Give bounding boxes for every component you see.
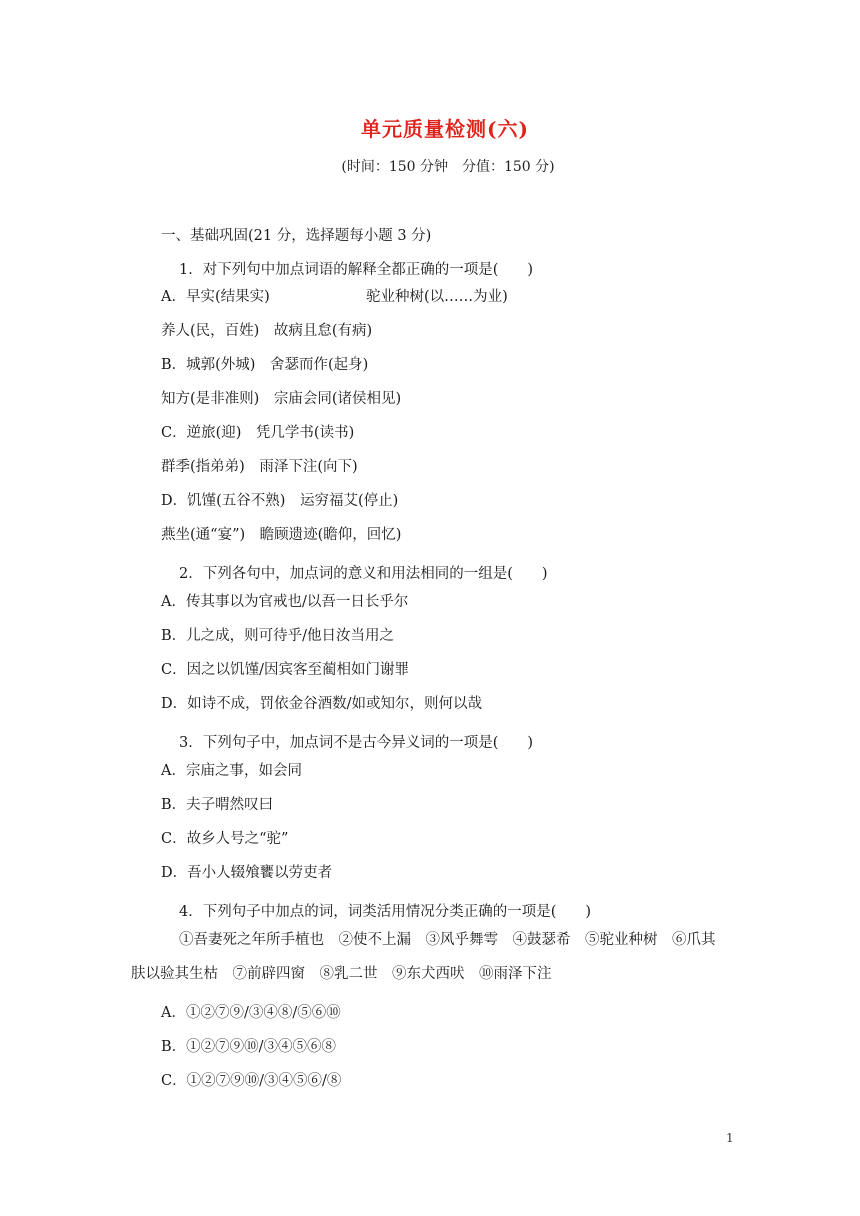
q1-option-a-part1: A．早实(结果实)	[161, 289, 270, 305]
question-1-stem: 1．对下列句中加点词语的解释全都正确的一项是( )	[179, 262, 534, 278]
exam-info: (时间：150 分钟 分值：150 分)	[341, 159, 555, 175]
q4-items-line2: 肤以验其生枯 ⑦前辟四窗 ⑧乳二世 ⑨东犬西吠 ⑩雨泽下注	[131, 966, 552, 982]
q1-option-c-line1: C．逆旅(迎) 凭几学书(读书)	[161, 425, 355, 441]
q4-option-c: C．①②⑦⑨⑩/③④⑤⑥/⑧	[161, 1073, 342, 1089]
q3-option-a: A．宗庙之事，如会同	[161, 763, 302, 779]
page-number: 1	[726, 1131, 734, 1145]
question-3-stem: 3．下列句子中，加点词不是古今异义词的一项是( )	[179, 735, 534, 751]
q3-option-c: C．故乡人号之“驼”	[161, 831, 289, 847]
q4-option-b: B．①②⑦⑨⑩/③④⑤⑥⑧	[161, 1039, 337, 1055]
q1-option-d-line1: D．饥馑(五谷不熟) 运穷福艾(停止)	[161, 493, 399, 509]
section-heading: 一、基础巩固(21 分，选择题每小题 3 分)	[161, 228, 432, 244]
q2-option-d: D．如诗不成，罚依金谷酒数/如或知尔，则何以哉	[161, 696, 483, 712]
q3-option-d: D．吾小人辍飧饔以劳吏者	[161, 865, 333, 881]
q1-option-a-part2: 驼业种树(以……为业)	[366, 289, 508, 305]
q2-option-b: B．儿之成，则可待乎/他日汝当用之	[161, 628, 395, 644]
q1-option-c-line2: 群季(指弟弟) 雨泽下注(向下)	[161, 459, 358, 475]
question-2-stem: 2．下列各句中，加点词的意义和用法相同的一组是( )	[179, 566, 548, 582]
q1-option-d-line2: 燕坐(通“宴”) 瞻顾遗迹(瞻仰，回忆)	[161, 527, 402, 543]
q2-option-a: A．传其事以为官戒也/以吾一日长乎尔	[161, 594, 409, 610]
q3-option-b: B．夫子喟然叹曰	[161, 797, 274, 813]
q1-option-b-line1: B．城郭(外城) 舍瑟而作(起身)	[161, 357, 369, 373]
q2-option-c: C．因之以饥馑/因宾客至蔺相如门谢罪	[161, 662, 409, 678]
document-title: 单元质量检测(六)	[361, 117, 529, 141]
question-4-stem: 4．下列句子中加点的词，词类活用情况分类正确的一项是( )	[179, 904, 592, 920]
q4-items-line1: ①吾妻死之年所手植也 ②使不上漏 ③风乎舞雩 ④鼓瑟希 ⑤驼业种树 ⑥爪其	[179, 932, 716, 948]
q1-option-b-line2: 知方(是非准则) 宗庙会同(诸侯相见)	[161, 391, 402, 407]
q1-option-a-part3: 养人(民，百姓) 故病且怠(有病)	[161, 323, 373, 339]
q4-option-a: A．①②⑦⑨/③④⑧/⑤⑥⑩	[161, 1005, 341, 1021]
